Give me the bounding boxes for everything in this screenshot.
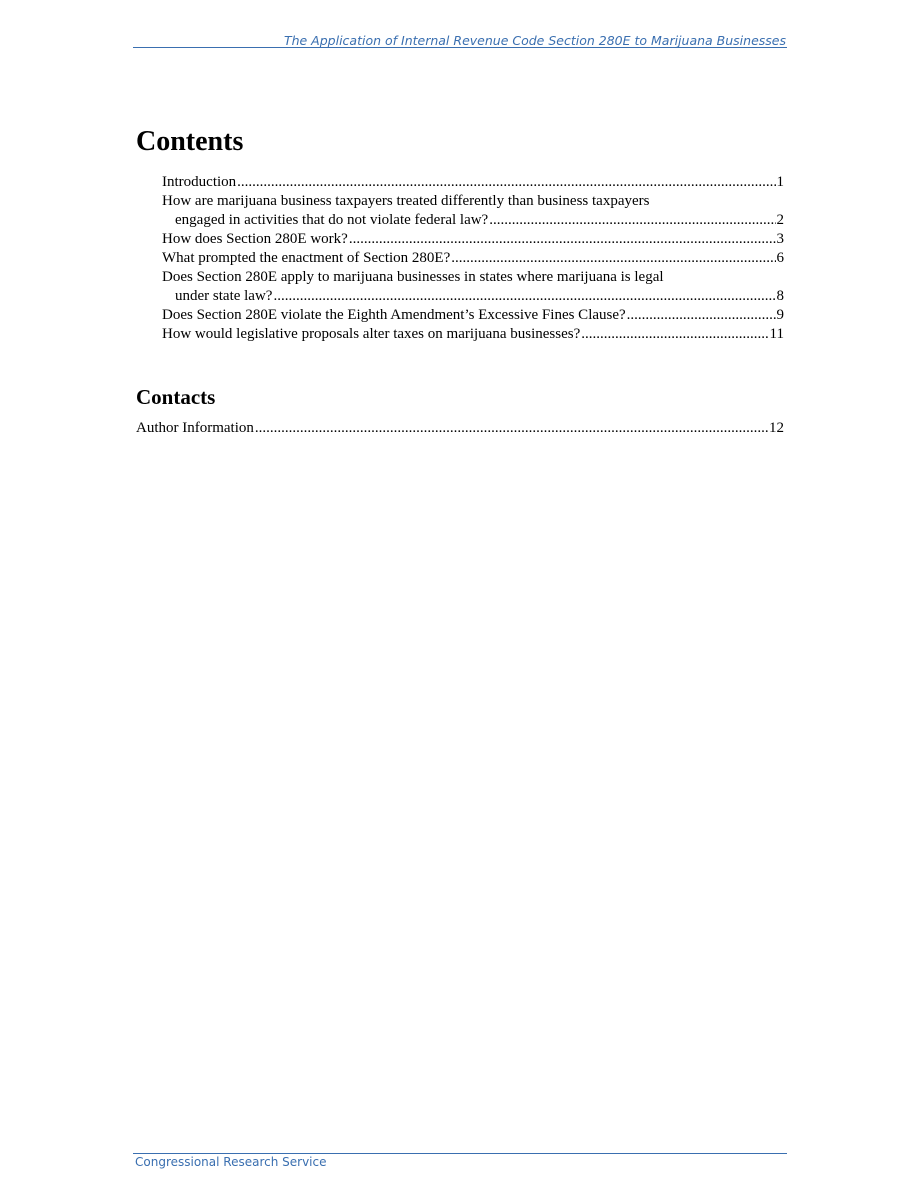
- toc-page-number[interactable]: 6: [776, 250, 784, 266]
- dot-leader: [255, 419, 768, 438]
- toc-entry-how-section-280e-works[interactable]: [162, 230, 784, 249]
- toc-page-number[interactable]: 2: [776, 212, 784, 228]
- contacts-list: [136, 419, 784, 438]
- dot-leader: [237, 173, 775, 192]
- toc-entry-title[interactable]: How are marijuana business taxpayers treated differently than business taxpayers: [162, 193, 650, 209]
- contacts-page-number[interactable]: 12: [769, 420, 784, 436]
- contacts-entry-author-information[interactable]: [136, 419, 784, 438]
- toc-entry-eighth-amendment[interactable]: [162, 306, 784, 325]
- toc-page-number[interactable]: 8: [776, 288, 784, 304]
- dot-leader: [451, 249, 775, 268]
- toc-entry-legislative-proposals[interactable]: [162, 325, 784, 344]
- toc-entry-treated-differently[interactable]: [162, 192, 784, 230]
- contacts-heading: Contacts: [136, 385, 216, 409]
- contents-heading: Contents: [136, 126, 244, 157]
- toc-page-number[interactable]: 11: [769, 326, 784, 342]
- toc-page-number[interactable]: 1: [776, 174, 784, 190]
- toc-entry-state-legal[interactable]: [162, 268, 784, 306]
- toc-entry-title[interactable]: How does Section 280E work?: [162, 231, 348, 247]
- toc-entry-title[interactable]: How would legislative proposals alter taxes on marijuana businesses?: [162, 326, 581, 342]
- toc-entry-title[interactable]: What prompted the enactment of Section 280E?: [162, 250, 451, 266]
- running-header-title: The Application of Internal Revenue Code Section 280E to Marijuana Businesses: [283, 33, 786, 48]
- dot-leader: [581, 325, 768, 344]
- toc-entry-title-continued[interactable]: engaged in activities that do not violate federal law?: [175, 212, 489, 228]
- toc-page-number[interactable]: 3: [776, 231, 784, 247]
- toc-entry-title[interactable]: Introduction: [162, 174, 237, 190]
- table-of-contents: [162, 173, 784, 344]
- toc-entry-title[interactable]: Does Section 280E apply to marijuana businesses in states where marijuana is legal: [162, 269, 664, 285]
- dot-leader: [627, 306, 776, 325]
- footer-organization: Congressional Research Service: [135, 1155, 327, 1169]
- header-rule: [133, 47, 787, 48]
- dot-leader: [489, 211, 775, 230]
- toc-entry-enactment[interactable]: [162, 249, 784, 268]
- toc-entry-title[interactable]: Does Section 280E violate the Eighth Amendment’s Excessive Fines Clause?: [162, 307, 626, 323]
- footer-rule: [133, 1153, 787, 1154]
- contacts-entry-title[interactable]: Author Information: [136, 420, 254, 436]
- toc-entry-introduction[interactable]: [162, 173, 784, 192]
- dot-leader: [349, 230, 776, 249]
- dot-leader: [273, 287, 775, 306]
- toc-page-number[interactable]: 9: [776, 307, 784, 323]
- toc-entry-title-continued[interactable]: under state law?: [175, 288, 273, 304]
